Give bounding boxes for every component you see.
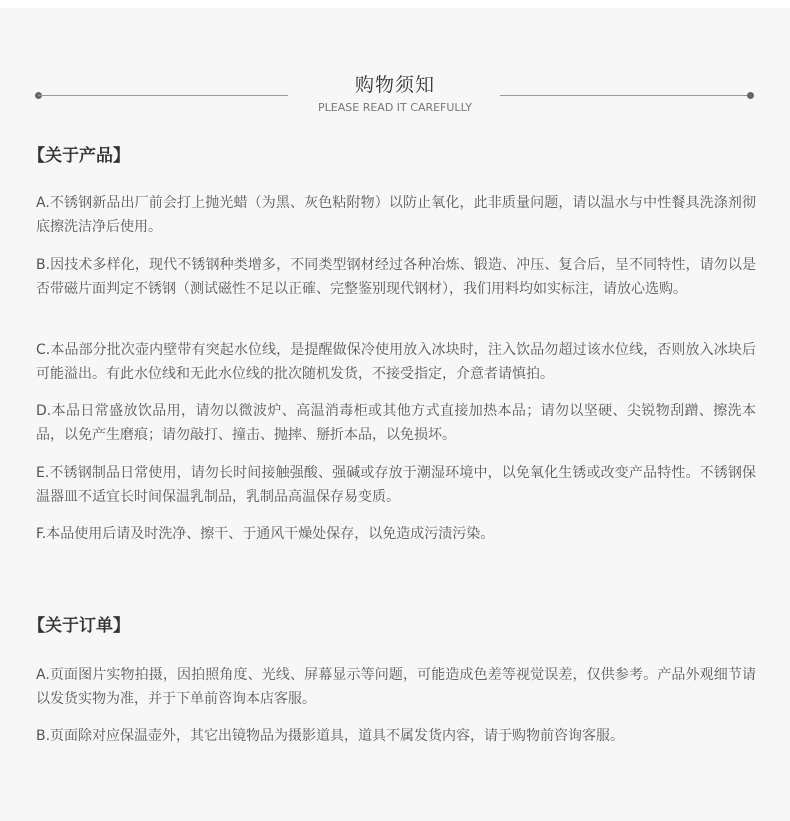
product-note-a: A.不锈钢新品出厂前会打上抛光蜡（为黑、灰色粘附物）以防止氧化，此非质量问题，请以温水与中性餐具洗涤剂彻底擦洗洁净后使用。 [36,195,756,235]
section-heading-order: 【关于订单】 [28,616,130,636]
product-note-d: D.本品日常盛放饮品用，请勿以微波炉、高温消毒柜或其他方式直接加热本品；请勿以坚硬、尖锐物刮蹭、擦洗本品，以免产生磨痕；请勿敲打、撞击、抛摔、掰折本品，以免损坏。 [36,403,756,443]
product-note-b: B.因技术多样化，现代不锈钢种类增多，不同类型钢材经过各种冶炼、锻造、冲压、复合后，呈不同特性，请勿以是否带磁片面判定不锈钢（测试磁性不足以正確、完整鉴别现代钢材），我们用料均如实标注，请放心选购。 [36,257,756,297]
product-note-f: F.本品使用后请及时洗净、擦干、于通风干燥处保存，以免造成污渍污染。 [36,526,495,542]
section-heading-product: 【关于产品】 [28,146,130,166]
order-note-b: B.页面除对应保温壶外，其它出镜物品为摄影道具，道具不属发货内容，请于购物前咨询客服。 [36,728,625,744]
header-right-line [500,95,750,96]
product-note-c: C.本品部分批次壶内壁带有突起水位线，是提醒做保冷使用放入冰块时，注入饮品勿超过该水位线，否则放入冰块后可能溢出。有此水位线和无此水位线的批次随机发货，不接受指定，介意者请慎拍。 [36,342,756,382]
shopping-notice-page [0,8,790,821]
order-note-a: A.页面图片实物拍摄，因拍照角度、光线、屏幕显示等问题，可能造成色差等视觉误差，仅供参考。产品外观细节请以发货实物为准，并于下单前咨询本店客服。 [36,667,756,707]
header-right-dot [747,92,754,99]
notice-subtitle: PLEASE READ IT CAREFULLY [318,101,472,114]
product-note-e: E.不锈钢制品日常使用，请勿长时间接触强酸、强碱或存放于潮湿环境中，以免氧化生锈或改变产品特性。不锈钢保温器皿不适宜长时间保温乳制品，乳制品高温保存易变质。 [36,465,756,505]
notice-header [0,70,790,120]
notice-title: 购物须知 [354,74,435,96]
